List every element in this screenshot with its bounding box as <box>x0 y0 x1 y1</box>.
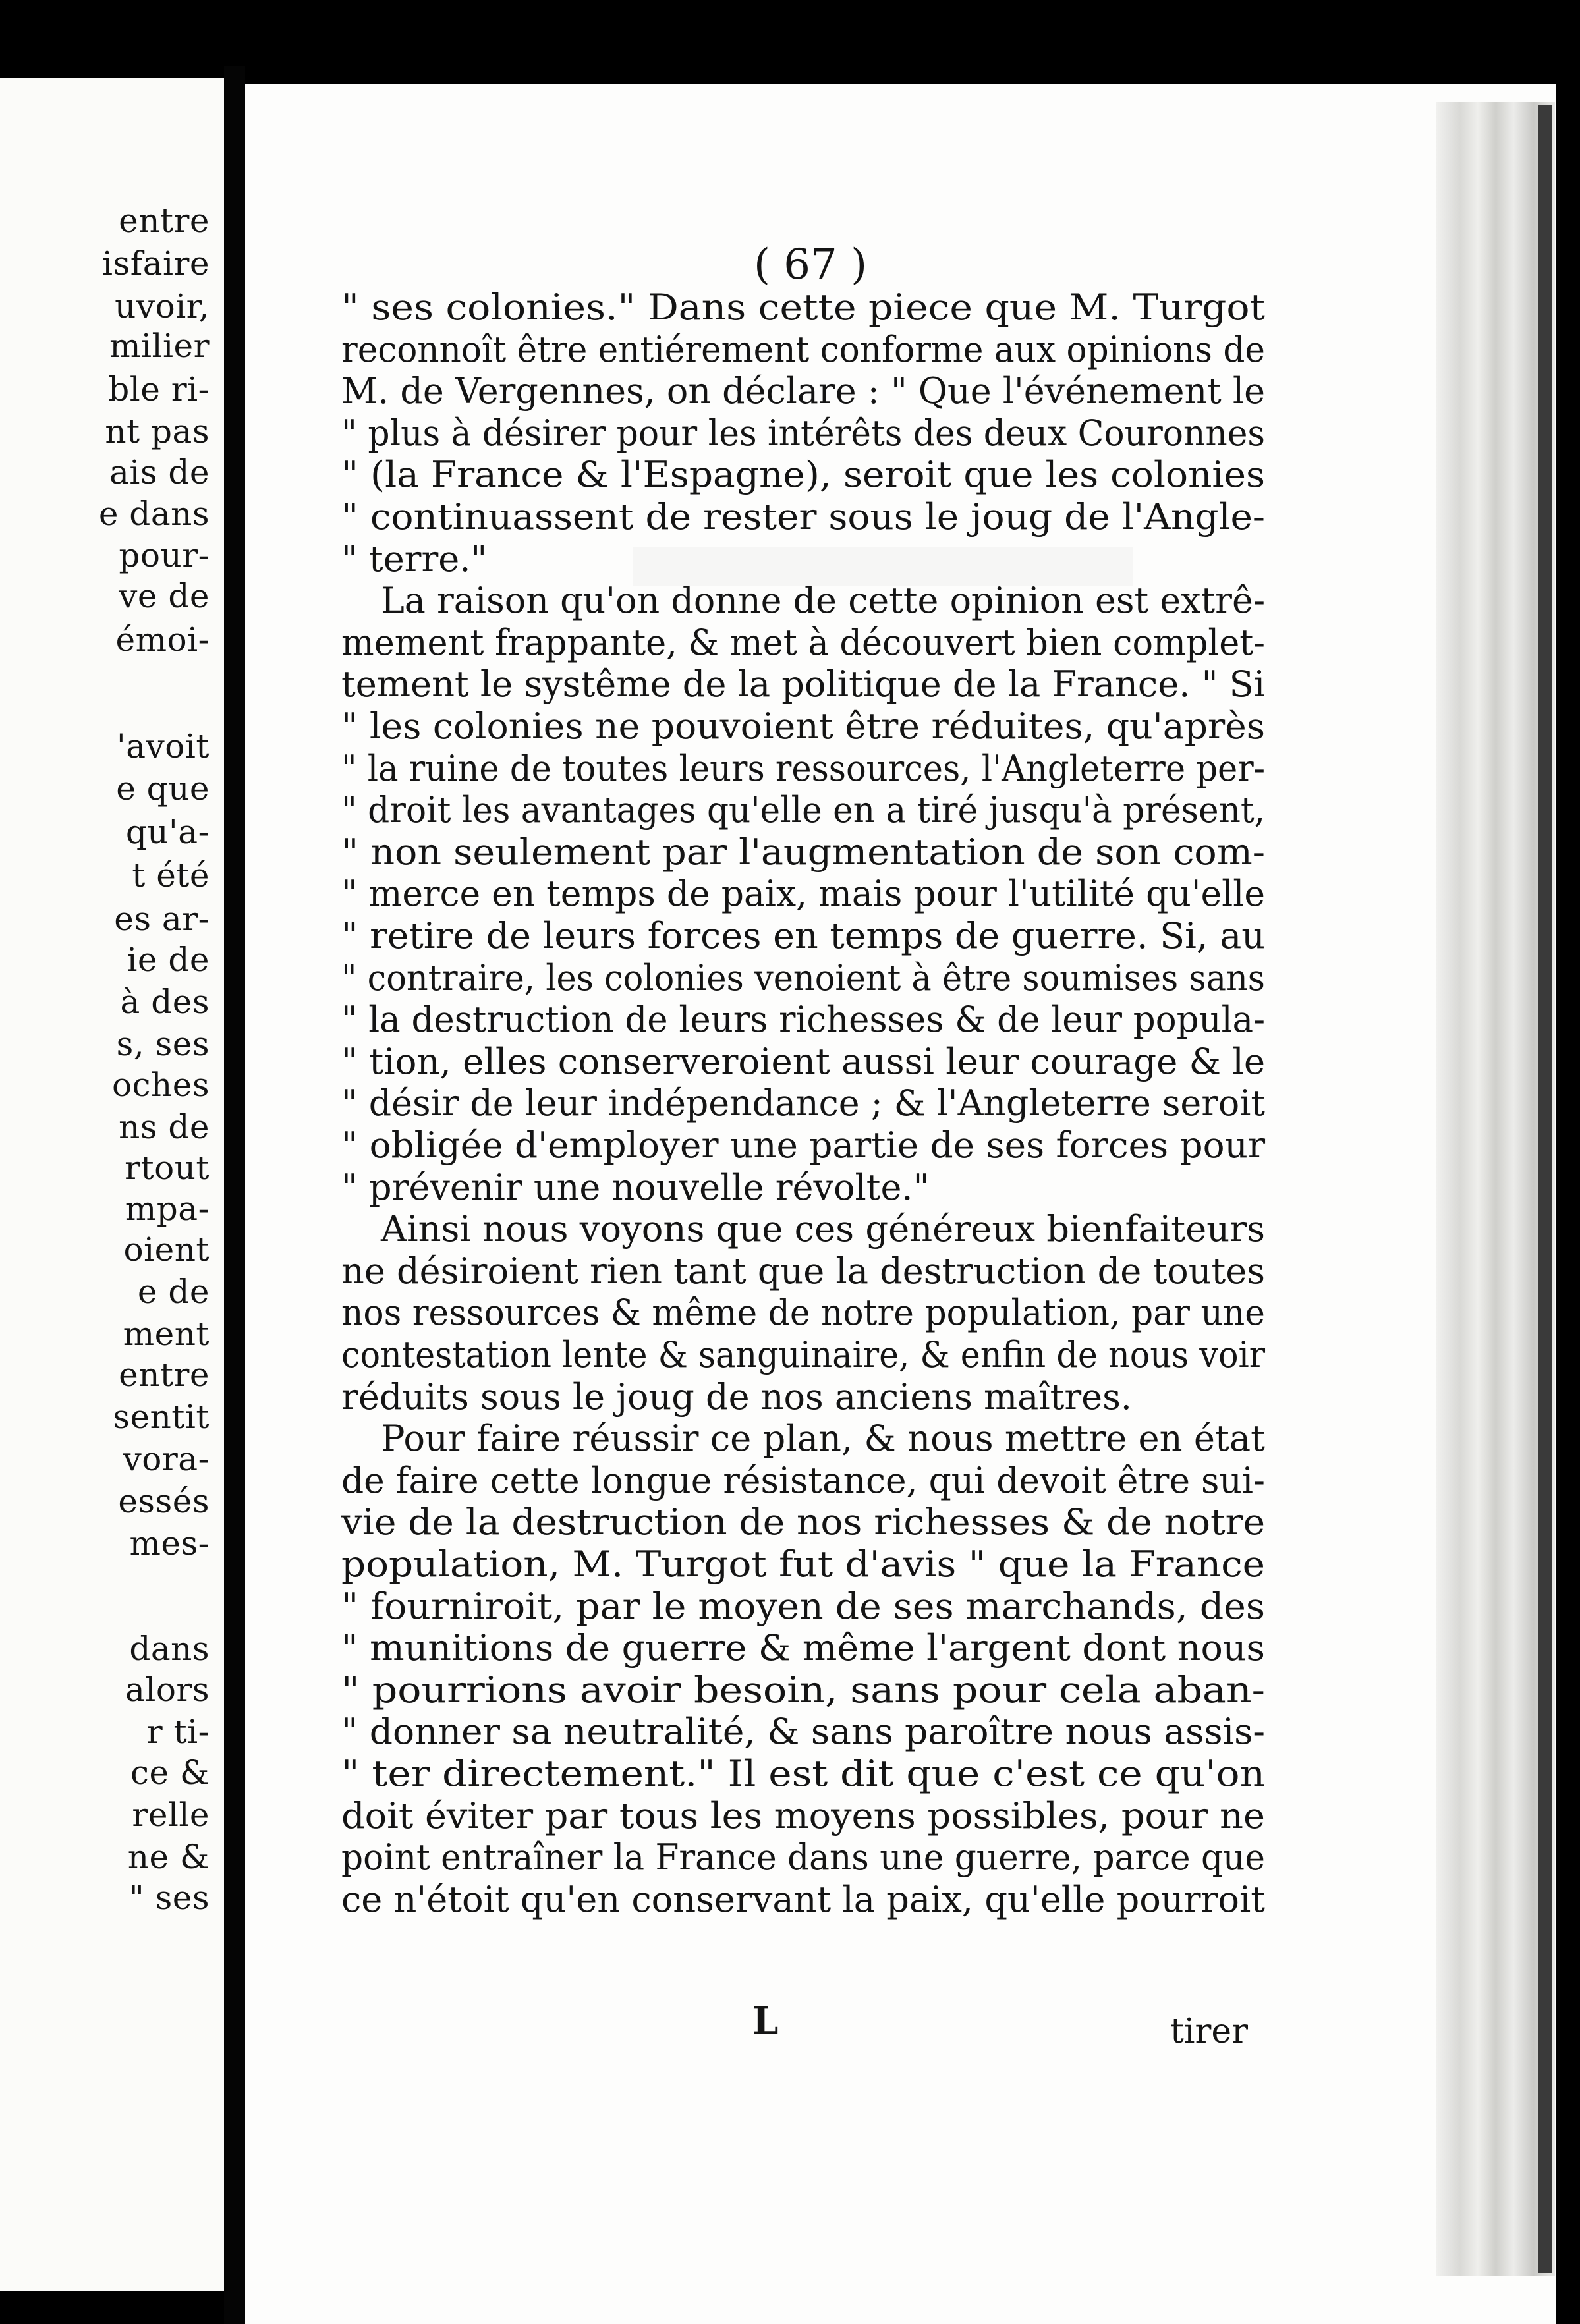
facing-page-line: ve de <box>119 577 210 615</box>
text-line: " droit les avantages qu'elle en a tiré jusqu'à présent, <box>341 789 1266 831</box>
text-line: " (la France & l'Espagne), seroit que les colonies <box>341 454 1266 496</box>
facing-page-line: alors <box>125 1671 210 1709</box>
facing-page-line: ais de <box>109 453 210 491</box>
facing-page-line: e de <box>137 1273 210 1311</box>
facing-page-line: 'avoit <box>117 727 210 765</box>
facing-page-line: pour- <box>119 536 210 574</box>
facing-page-line: es ar- <box>114 900 210 938</box>
facing-page-line: ble ri- <box>108 370 210 408</box>
facing-page-line: rtout <box>125 1149 210 1187</box>
facing-page-line: relle <box>132 1796 210 1834</box>
facing-page-line: mpa- <box>125 1190 210 1228</box>
facing-page-line: t été <box>132 856 210 895</box>
text-line: " les colonies ne pouvoient être réduites, qu'après <box>341 706 1266 747</box>
book-spine <box>1538 105 1552 2273</box>
text-line: nos ressources & même de notre population, par une <box>341 1292 1265 1334</box>
text-line: vie de la destruction de nos richesses & de notre <box>341 1501 1266 1543</box>
text-line: " terre." <box>341 538 488 580</box>
facing-page-line: vora- <box>123 1440 210 1478</box>
text-line: Pour faire réussir ce plan, & nous mettre en état <box>381 1418 1265 1460</box>
text-line: M. de Vergennes, on déclare : " Que l'événement le <box>341 370 1266 412</box>
text-line: " prévenir une nouvelle révolte." <box>341 1166 930 1208</box>
text-line: population, M. Turgot fut d'avis " que la France <box>341 1543 1265 1585</box>
text-line: " continuassent de rester sous le joug de l'Angle- <box>341 496 1266 538</box>
facing-page-line: sentit <box>113 1398 210 1436</box>
facing-page-line: " ses <box>128 1879 210 1917</box>
facing-page-line: oches <box>111 1066 210 1104</box>
facing-page-line: milier <box>109 327 210 365</box>
page-number-header: ( 67 ) <box>753 240 868 289</box>
facing-page-line: e dans <box>98 495 210 533</box>
text-line: " merce en temps de paix, mais pour l'utilité qu'elle <box>341 873 1266 915</box>
text-line: ce n'étoit qu'en conservant la paix, qu'elle pourroit <box>341 1878 1266 1920</box>
facing-page-line: entre <box>119 1356 210 1394</box>
facing-page-line: uvoir, <box>115 287 210 325</box>
text-line: " donner sa neutralité, & sans paroître nous assis- <box>341 1711 1265 1753</box>
text-line: point entraîner la France dans une guerre, parce que <box>341 1837 1265 1879</box>
text-line: " contraire, les colonies venoient à être soumises sans <box>341 956 1265 999</box>
facing-page-line: dans <box>129 1630 210 1668</box>
facing-page-line: à des <box>120 983 210 1021</box>
text-line: Ainsi nous voyons que ces généreux bienfaiteurs <box>381 1208 1266 1250</box>
text-line: " plus à désirer pour les intérêts des deux Couronnes <box>341 412 1266 454</box>
signature-mark: L <box>752 1999 779 2043</box>
facing-page-line: essés <box>118 1482 210 1520</box>
text-line: contestation lente & sanguinaire, & enfin de nous voir <box>341 1334 1266 1375</box>
text-line: " retire de leurs forces en temps de guerre. Si, au <box>341 915 1266 956</box>
text-line: reconnoît être entiérement conforme aux opinions de <box>341 328 1265 370</box>
facing-page-line: s, ses <box>116 1025 210 1063</box>
facing-page-line: émoi- <box>115 621 210 659</box>
text-line: La raison qu'on donne de cette opinion est extrê- <box>381 580 1266 622</box>
text-line: " fourniroit, par le moyen de ses marchands, des <box>341 1585 1265 1627</box>
text-line: " munitions de guerre & même l'argent dont nous <box>341 1627 1265 1669</box>
text-line: doit éviter par tous les moyens possibles, pour ne <box>341 1794 1265 1837</box>
page-edges <box>1436 102 1555 2276</box>
facing-page-line: ne & <box>127 1838 210 1876</box>
text-line: tement le systême de la politique de la France. " Si <box>341 663 1266 706</box>
facing-page-line: qu'a- <box>125 813 210 851</box>
facing-page-line: entre <box>119 202 210 240</box>
facing-page-line: nt pas <box>105 412 210 451</box>
text-line: " ter directement." Il est dit que c'est ce qu'on <box>341 1753 1266 1794</box>
text-line: " pourrions avoir besoin, sans pour cela aban- <box>341 1669 1265 1711</box>
gutter-shadow <box>224 66 245 2324</box>
facing-page-line: ment <box>123 1315 210 1353</box>
catchword: tirer <box>1170 2012 1249 2051</box>
facing-page-fragment <box>0 78 224 2291</box>
text-line: mement frappante, & met à découvert bien complet- <box>341 621 1266 663</box>
text-line: " ses colonies." Dans cette piece que M. Turgot <box>341 287 1266 328</box>
facing-page-line: oient <box>123 1231 210 1269</box>
text-line: " la destruction de leurs richesses & de leur popula- <box>341 999 1265 1041</box>
text-line: " tion, elles conserveroient aussi leur courage & le <box>341 1040 1266 1082</box>
text-line: de faire cette longue résistance, qui devoit être sui- <box>341 1459 1265 1501</box>
facing-page-line: mes- <box>129 1524 210 1563</box>
text-line: " la ruine de toutes leurs ressources, l'Angleterre per- <box>341 747 1265 789</box>
facing-page-line: isfaire <box>102 244 210 283</box>
facing-page-line: ns de <box>119 1108 210 1146</box>
text-line: " non seulement par l'augmentation de son com- <box>341 831 1266 873</box>
facing-page-line: e que <box>116 769 210 808</box>
facing-page-line: ce & <box>130 1754 210 1792</box>
text-line: " obligée d'employer une partie de ses forces pour <box>341 1124 1266 1166</box>
text-line: " désir de leur indépendance ; & l'Angleterre seroit <box>341 1082 1265 1124</box>
text-line: réduits sous le joug de nos anciens maîtres. <box>341 1375 1132 1418</box>
facing-page-line: r ti- <box>146 1713 210 1751</box>
text-line: ne désiroient rien tant que la destruction de toutes <box>341 1250 1266 1292</box>
facing-page-line: ie de <box>127 941 210 979</box>
